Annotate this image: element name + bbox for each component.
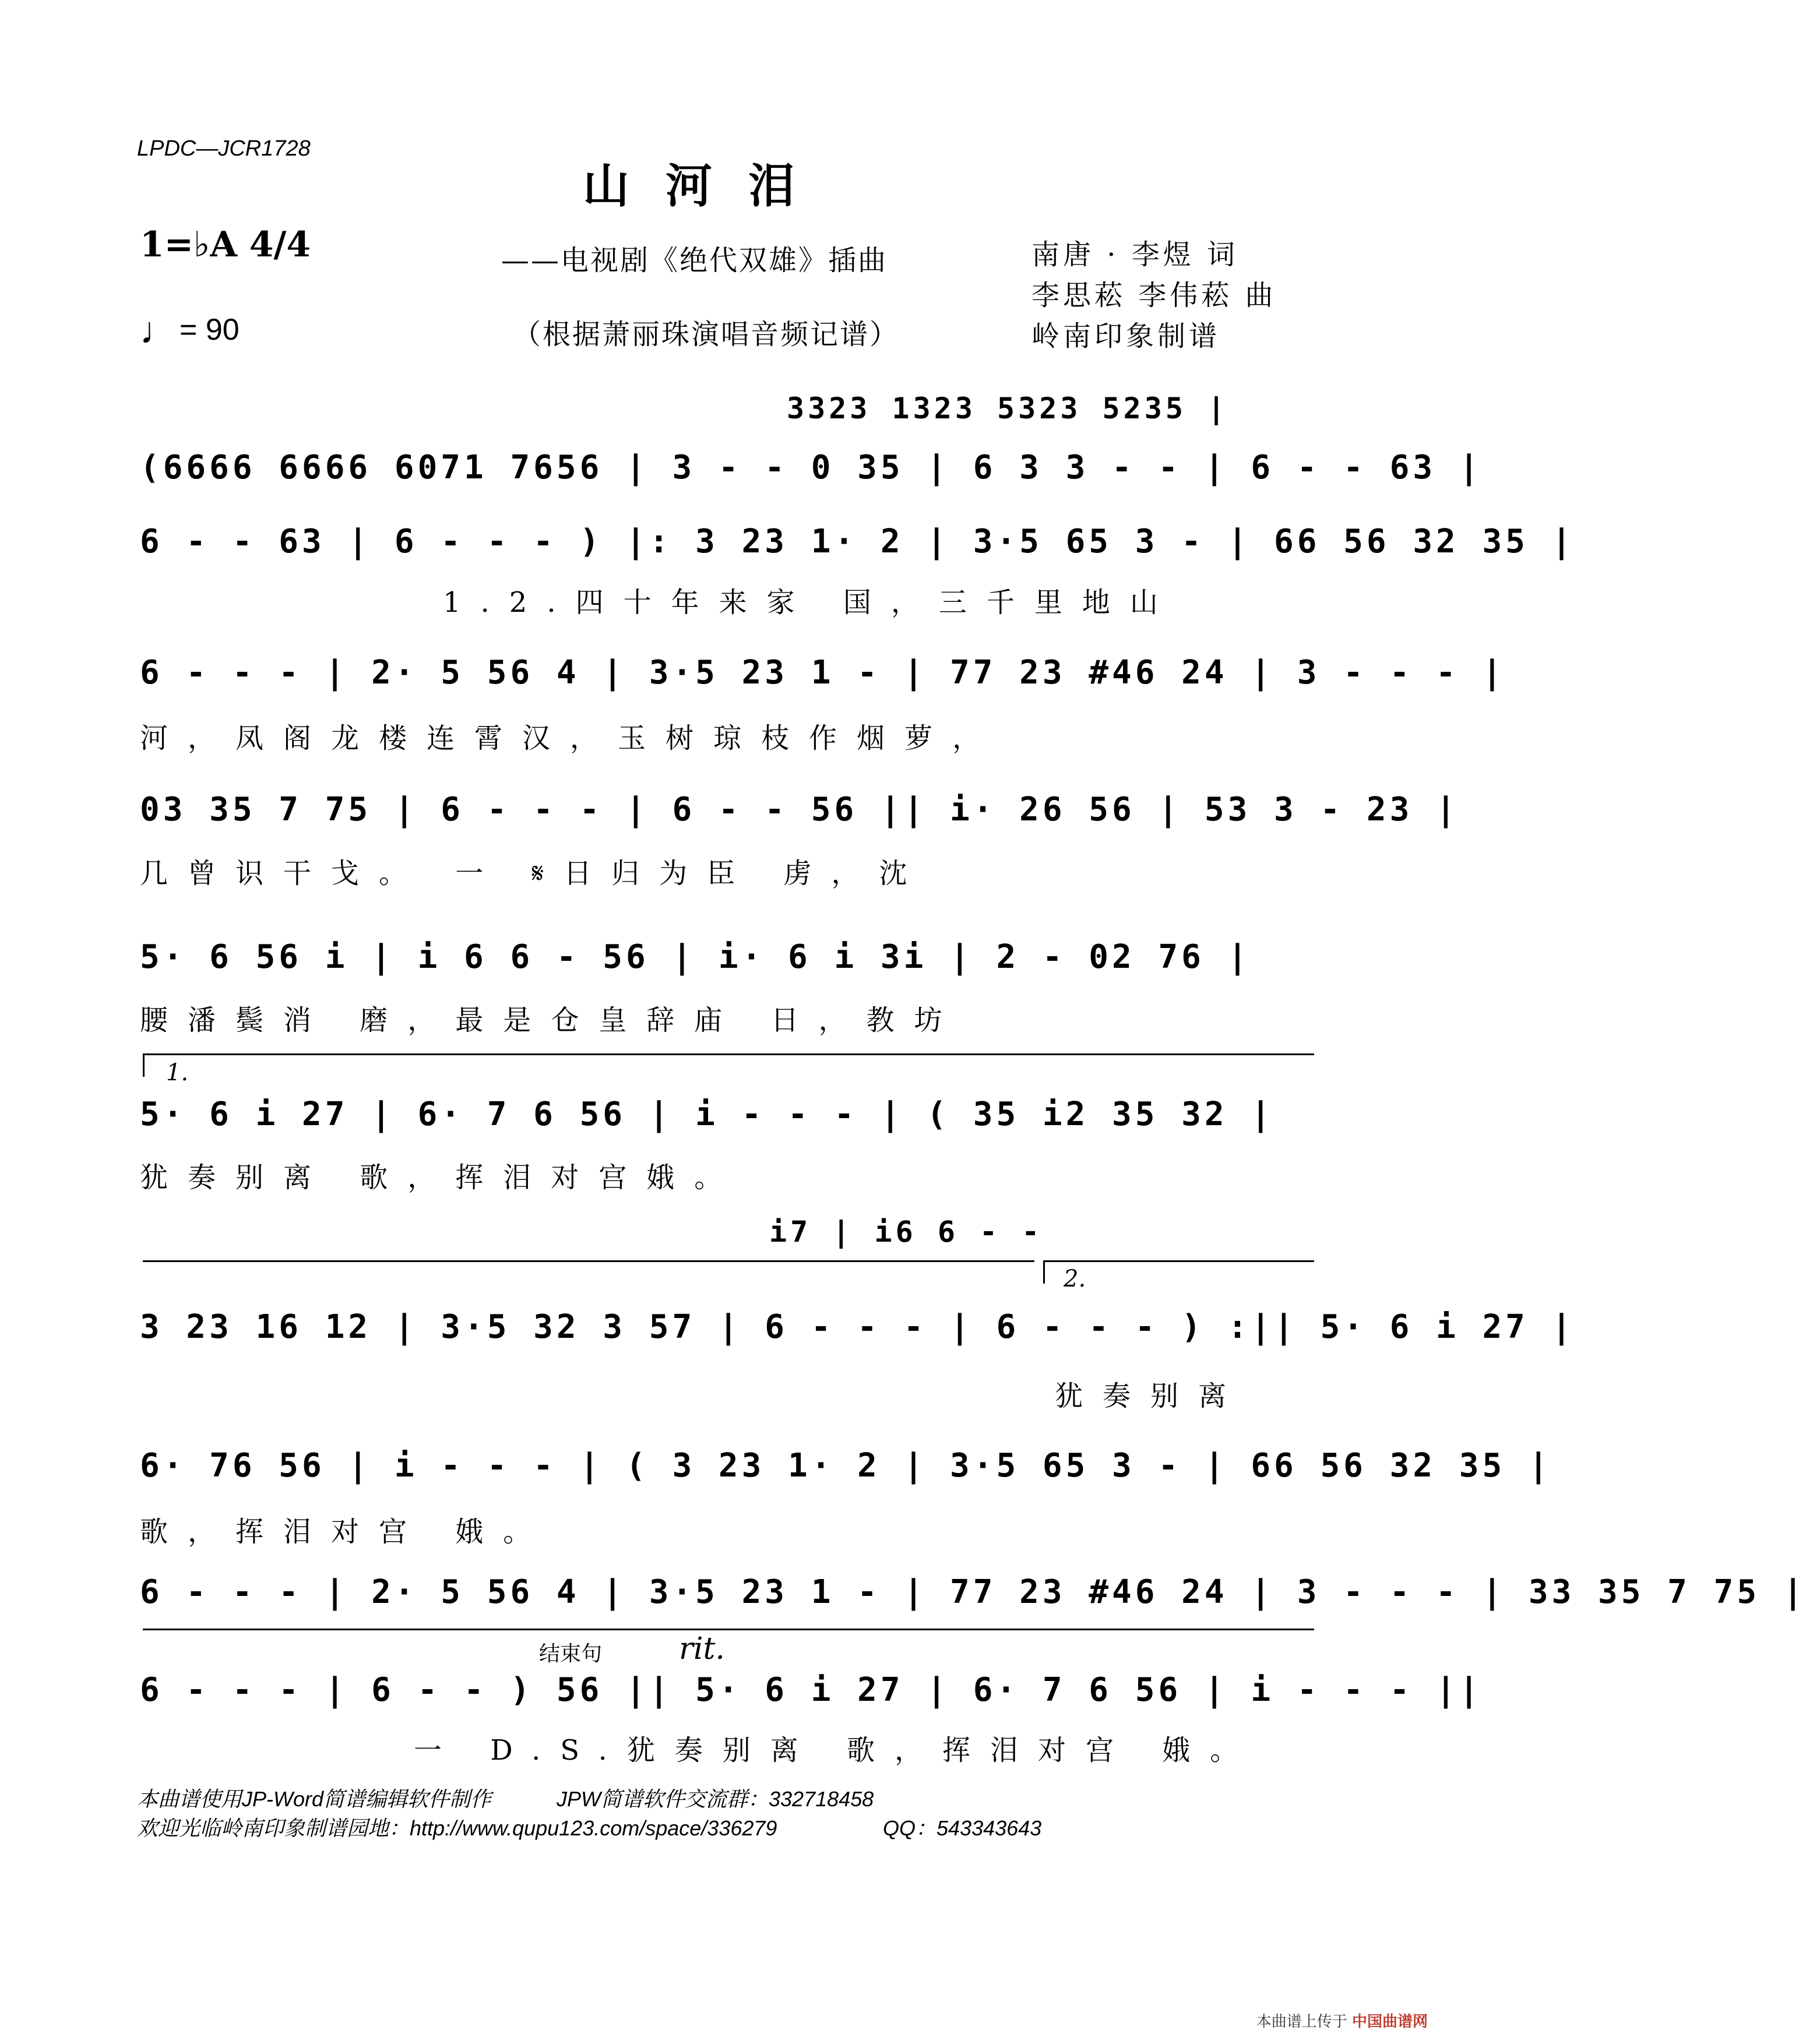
music-system-4: 03 35 7 75 | 6 - - - | 6 - - 56 || i· 26 56 | 53 3 - 23 |	[140, 791, 1459, 829]
music-system-8: 6· 76 56 | i - - - | ( 3 23 1· 2 | 3·5 65 3 - | 66 56 32 35 |	[140, 1447, 1552, 1485]
volta-bracket-1-left	[143, 1053, 145, 1077]
source-note: （根据萧丽珠演唱音频记谱）	[513, 318, 900, 351]
footer-website[interactable]: 欢迎光临岭南印象制谱园地：http://www.qupu123.com/space/336279	[137, 1816, 777, 1840]
watermark-prefix: 本曲谱上传于	[1256, 2013, 1347, 2031]
rit-marking: rit.	[679, 1631, 725, 1666]
music-system-10: 6 - - - | 6 - - ) 56 || 5· 6 i 27 | 6· 7 6 56 | i - - - ||	[140, 1671, 1483, 1709]
footer-qq: QQ：543343643	[883, 1816, 1042, 1840]
volta-label-1: 1.	[166, 1059, 189, 1086]
music-system-5: 5· 6 56 i | i 6 6 - 56 | i· 6 i 3i | 2 - 02 76 |	[140, 938, 1251, 976]
music-system-2: 6 - - 63 | 6 - - - ) |: 3 23 1· 2 | 3·5 65 3 - | 66 56 32 35 |	[140, 523, 1575, 561]
system-divider	[143, 1260, 1034, 1262]
upper-voice: 3323 1323 5323 5235 |	[787, 392, 1229, 425]
music-system-3: 6 - - - | 2· 5 56 4 | 3·5 23 1 - | 77 23 #46 24 | 3 - - - |	[140, 654, 1506, 692]
key-signature: 1=♭A 4/4	[140, 224, 311, 265]
quarter-note-icon: ♩	[140, 309, 177, 351]
lyric-line-10: 一 D.S.犹奏别离 歌，挥泪对宫 娥。	[414, 1734, 1258, 1767]
system-divider-2	[143, 1629, 1314, 1630]
arranger-credit: 岭南印象制谱	[1032, 320, 1221, 353]
watermark-brand[interactable]: 中国曲谱网	[1351, 2013, 1428, 2031]
lyric-line-8: 歌，挥泪对宫 娥。	[140, 1516, 551, 1548]
volta-label-2: 2.	[1064, 1266, 1086, 1292]
music-system-6: 5· 6 i 27 | 6· 7 6 56 | i - - - | ( 35 i2 35 32 |	[140, 1095, 1275, 1133]
lyric-line-4: 几曾识干戈。 一 𝄋日归为臣 虏，沈	[140, 857, 927, 890]
footer-software: 本曲谱使用JP-Word简谱编辑软件制作	[137, 1787, 492, 1811]
tempo-value: = 90	[179, 313, 240, 347]
lyric-line-7: 犹奏别离	[1055, 1380, 1247, 1412]
tempo-marking	[140, 309, 240, 352]
volta-bracket-2-left	[1043, 1260, 1045, 1284]
composer-credit: 李思菘 李伟菘 曲	[1032, 279, 1277, 312]
lyric-line-2: 1.2.四十年来家 国，三千里地山	[443, 586, 1178, 619]
music-system-9: 6 - - - | 2· 5 56 4 | 3·5 23 1 - | 77 23 #46 24 | 3 - - - | 33 35 7 75 |	[140, 1573, 1806, 1611]
music-system-1: (6666 6666 6071 7656 | 3 - - 0 35 | 6 3 3 - - | 6 - - 63 |	[140, 449, 1483, 487]
music-system-7: 3 23 16 12 | 3·5 32 3 57 | 6 - - - | 6 - - - ) :|| 5· 6 i 27 |	[140, 1308, 1575, 1346]
subtitle: ——电视剧《绝代双雄》插曲	[501, 244, 888, 277]
volta-bracket-1	[143, 1053, 1314, 1055]
page-title: 山河泪	[583, 158, 831, 213]
ending-label: 结束句	[539, 1642, 603, 1666]
alternate-voice: i7 | i6 6 - -	[769, 1215, 1043, 1249]
volta-bracket-2	[1043, 1260, 1314, 1262]
lyric-line-6: 犹奏别离 歌，挥泪对宫娥。	[140, 1161, 742, 1194]
score-code: LPDC—JCR1728	[137, 136, 311, 161]
watermark	[1256, 2010, 1428, 2031]
lyricist-credit: 南唐 · 李煜 词	[1032, 238, 1239, 271]
lyric-line-5: 腰潘鬓消 磨，最是仓皇辞庙 日，教坊	[140, 1004, 962, 1037]
lyric-line-3: 河，凤阁龙楼连霄汉，玉树琼枝作烟萝，	[140, 722, 1001, 755]
footer-group: JPW简谱软件交流群：332718458	[557, 1787, 874, 1811]
